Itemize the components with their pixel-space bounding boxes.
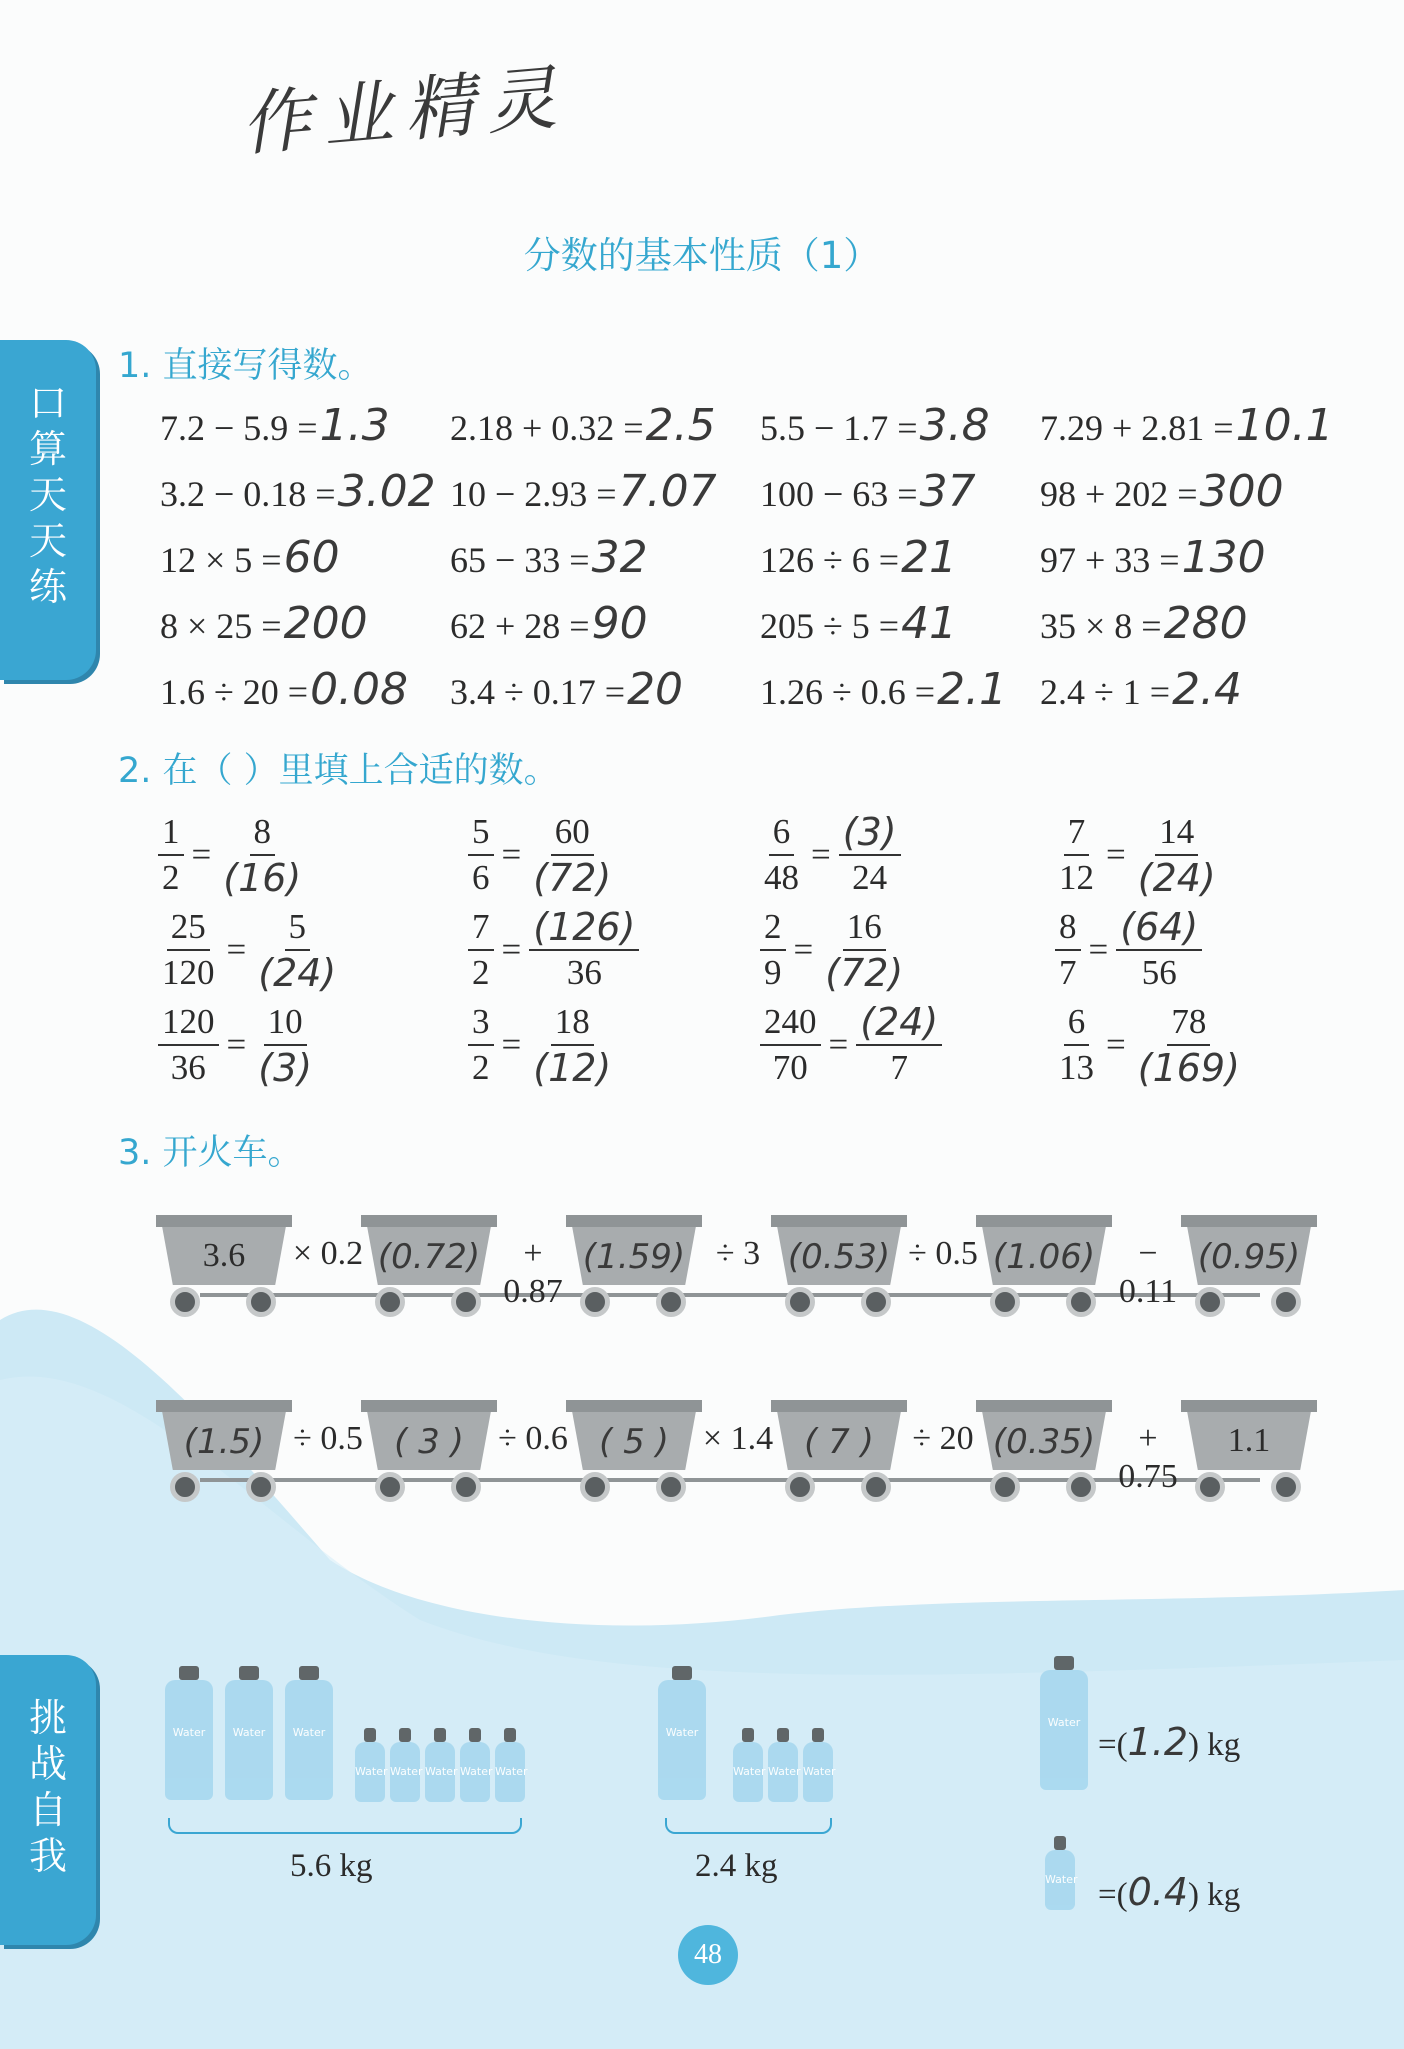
denominator: 36 <box>170 1048 206 1087</box>
fraction-right <box>529 905 639 995</box>
bottle-label: Water <box>803 1764 836 1778</box>
denominator: 120 <box>162 953 215 992</box>
big-bottle-prefix: =( <box>1098 1727 1128 1763</box>
numerator: 16 <box>843 905 886 951</box>
cart-rim <box>771 1215 907 1227</box>
tab-char: 口 <box>28 381 67 425</box>
fraction-right <box>254 1000 316 1090</box>
equals-sign: = <box>226 930 247 969</box>
calc-answer: 10.1 <box>1235 400 1334 451</box>
big-bottle-weight <box>1098 1720 1240 1764</box>
calc-answer: 37 <box>919 466 976 517</box>
calc-answer: 300 <box>1199 466 1284 517</box>
side-tab-daily-practice <box>0 340 96 680</box>
equals-sign: = <box>1106 1025 1126 1064</box>
cart-value: ( 3 ) <box>394 1422 464 1462</box>
section-2-heading: 2. 在（ ）里填上合适的数。 <box>118 751 559 791</box>
wheel-icon <box>451 1472 481 1502</box>
train-cart <box>365 1400 493 1510</box>
denominator: (72) <box>825 951 904 995</box>
wheel-icon <box>990 1472 1020 1502</box>
train-operation: ÷ 0.6 <box>498 1420 568 1457</box>
calc-answer: 90 <box>591 598 648 649</box>
calc-item <box>1040 532 1266 583</box>
water-bottle-icon <box>225 1680 273 1800</box>
cart-rim <box>566 1400 702 1412</box>
tab-char: 挑 <box>28 1696 67 1740</box>
side-tab-challenge <box>0 1655 96 1945</box>
calc-answer: 2.4 <box>1172 664 1243 715</box>
fraction-right <box>254 905 340 995</box>
calc-item <box>160 598 368 649</box>
bottle-label: Water <box>292 1725 326 1739</box>
fraction-right <box>529 810 615 900</box>
fraction-equation <box>468 1000 615 1090</box>
numerator: 10 <box>264 1000 307 1046</box>
train-cart <box>160 1215 288 1325</box>
calc-item <box>160 400 390 451</box>
group2-weight: 2.4 kg <box>695 1848 778 1884</box>
tab-char: 战 <box>28 1742 67 1786</box>
calc-answer: 20 <box>627 664 684 715</box>
cart-value: (0.72) <box>377 1237 481 1277</box>
numerator: (3) <box>839 810 901 856</box>
tab-char: 天 <box>28 473 67 517</box>
fraction-equation <box>1055 905 1202 995</box>
calc-answer: 32 <box>591 532 648 583</box>
wheel-icon <box>170 1287 200 1317</box>
tab-char: 天 <box>28 519 67 563</box>
fraction-equation <box>158 810 305 900</box>
equals-sign: = <box>501 930 522 969</box>
bottle-label: Water <box>425 1764 458 1778</box>
fraction-left <box>1055 905 1081 995</box>
fraction-left <box>158 810 184 900</box>
wheel-icon <box>1066 1472 1096 1502</box>
train-operation: ÷ 20 <box>912 1420 974 1457</box>
train-cart <box>1185 1400 1313 1510</box>
numerator: 7 <box>468 905 494 951</box>
wheel-icon <box>1195 1287 1225 1317</box>
calc-item <box>1040 466 1284 517</box>
denominator: (3) <box>258 1046 313 1090</box>
calc-question: 205 ÷ 5 = <box>760 606 900 646</box>
denominator: (24) <box>258 951 337 995</box>
denominator: 7 <box>890 1048 908 1087</box>
calc-item <box>160 664 408 715</box>
bottle-label: Water <box>355 1764 388 1778</box>
fraction-equation <box>468 905 639 995</box>
calc-answer: 3.02 <box>337 466 436 517</box>
water-bottle-icon <box>733 1742 766 1802</box>
cart-rim <box>156 1215 292 1227</box>
denominator: 36 <box>566 953 602 992</box>
train-cart <box>160 1400 288 1510</box>
numerator: (24) <box>856 1000 942 1046</box>
calc-item <box>450 664 683 715</box>
bottle-cap <box>812 1728 824 1742</box>
calc-question: 12 × 5 = <box>160 540 282 580</box>
numerator: 120 <box>158 1000 219 1046</box>
wheel-icon <box>1271 1287 1301 1317</box>
bottle-cap <box>742 1728 754 1742</box>
cart-value: 3.6 <box>202 1237 246 1274</box>
small-bottle-prefix: =( <box>1098 1877 1128 1913</box>
train-operation: + 0.87 <box>503 1235 563 1310</box>
numerator: 14 <box>1155 810 1198 856</box>
equals-sign: = <box>1106 835 1126 874</box>
numerator: 18 <box>551 1000 594 1046</box>
wheel-icon <box>246 1287 276 1317</box>
numerator: (126) <box>529 905 639 951</box>
denominator: (24) <box>1137 856 1216 900</box>
bottle-cap <box>1054 1836 1066 1850</box>
bottle-cap <box>777 1728 789 1742</box>
fraction-right <box>1116 905 1202 995</box>
wheel-icon <box>1271 1472 1301 1502</box>
water-bottle-icon <box>1040 1670 1088 1790</box>
numerator: 60 <box>551 810 594 856</box>
weight-brace <box>665 1818 832 1834</box>
equals-sign: = <box>1088 930 1109 969</box>
cart-value: 1.1 <box>1227 1422 1271 1459</box>
calc-item <box>450 400 716 451</box>
calc-question: 7.29 + 2.81 = <box>1040 408 1234 448</box>
water-bottle-icon <box>460 1742 493 1802</box>
cart-rim <box>361 1215 497 1227</box>
bottle-cap <box>399 1728 411 1742</box>
bottle-label: Water <box>232 1725 266 1739</box>
wheel-icon <box>1195 1472 1225 1502</box>
bottle-label: Water <box>390 1764 423 1778</box>
small-bottle-answer: 0.4 <box>1127 1870 1189 1914</box>
calc-answer: 0.08 <box>310 664 409 715</box>
fraction-equation <box>1055 810 1220 900</box>
handwritten-note: 作业精灵 <box>237 55 572 167</box>
water-bottle-icon <box>658 1680 706 1800</box>
fraction-right <box>219 810 305 900</box>
calc-answer: 2.5 <box>645 400 716 451</box>
calc-answer: 60 <box>283 532 340 583</box>
train-operation: ÷ 0.5 <box>293 1420 363 1457</box>
bottle-label: Water <box>495 1764 528 1778</box>
bottle-cap <box>469 1728 481 1742</box>
equals-sign: = <box>226 1025 247 1064</box>
numerator: 3 <box>468 1000 494 1046</box>
cart-rim <box>976 1215 1112 1227</box>
fraction-left <box>760 810 803 900</box>
wheel-icon <box>656 1287 686 1317</box>
calc-item <box>160 466 436 517</box>
wheel-icon <box>785 1287 815 1317</box>
calc-answer: 1.3 <box>319 400 390 451</box>
cart-value: ( 7 ) <box>804 1422 874 1462</box>
fraction-right <box>856 1000 942 1090</box>
fraction-right <box>529 1000 615 1090</box>
cart-rim <box>771 1400 907 1412</box>
wheel-icon <box>375 1472 405 1502</box>
fraction-equation <box>158 1000 316 1090</box>
calc-question: 100 − 63 = <box>760 474 918 514</box>
calc-item <box>760 664 1007 715</box>
equals-sign: = <box>793 930 814 969</box>
train-operation: × 0.2 <box>292 1235 364 1272</box>
fraction-left <box>468 810 494 900</box>
cart-rim <box>1181 1215 1317 1227</box>
calc-item <box>760 466 976 517</box>
calc-item <box>1040 664 1242 715</box>
wheel-icon <box>861 1472 891 1502</box>
calc-question: 35 × 8 = <box>1040 606 1162 646</box>
fraction-right <box>839 810 901 900</box>
calc-question: 1.6 ÷ 20 = <box>160 672 309 712</box>
fraction-equation <box>760 905 907 995</box>
calc-item <box>760 532 957 583</box>
fraction-equation <box>468 810 615 900</box>
cart-value: ( 5 ) <box>599 1422 669 1462</box>
wheel-icon <box>785 1472 815 1502</box>
water-bottle-icon <box>768 1742 801 1802</box>
calc-item <box>1040 598 1248 649</box>
calc-answer: 3.8 <box>919 400 990 451</box>
group1-weight: 5.6 kg <box>290 1848 373 1884</box>
wheel-icon <box>656 1472 686 1502</box>
numerator: 6 <box>1064 1000 1090 1046</box>
bottle-label: Water <box>1045 1872 1078 1886</box>
bottle-cap <box>364 1728 376 1742</box>
train-cart <box>570 1215 698 1325</box>
fraction-equation <box>760 1000 942 1090</box>
wheel-icon <box>1066 1287 1096 1317</box>
fraction-equation <box>1055 1000 1244 1090</box>
wheel-icon <box>170 1472 200 1502</box>
cart-rim <box>156 1400 292 1412</box>
cart-rim <box>361 1400 497 1412</box>
calc-item <box>160 532 340 583</box>
water-bottle-icon <box>1045 1850 1078 1910</box>
numerator: 8 <box>250 810 276 856</box>
calc-question: 62 + 28 = <box>450 606 590 646</box>
denominator: 6 <box>472 858 490 897</box>
equals-sign: = <box>828 1025 849 1064</box>
calc-question: 126 ÷ 6 = <box>760 540 900 580</box>
fraction-left <box>760 905 786 995</box>
calc-answer: 280 <box>1163 598 1248 649</box>
bottle-label: Water <box>172 1725 206 1739</box>
equals-sign: = <box>191 835 212 874</box>
denominator: 2 <box>162 858 180 897</box>
denominator: 7 <box>1059 953 1077 992</box>
calc-question: 3.2 − 0.18 = <box>160 474 336 514</box>
bottle-cap <box>239 1666 258 1680</box>
water-bottle-icon <box>425 1742 458 1802</box>
equals-sign: = <box>501 835 522 874</box>
bottle-label: Water <box>460 1764 493 1778</box>
cart-rim <box>1181 1400 1317 1412</box>
tab-char: 练 <box>28 565 67 609</box>
denominator: (72) <box>533 856 612 900</box>
water-bottle-icon <box>390 1742 423 1802</box>
bottle-label: Water <box>768 1764 801 1778</box>
section-3-heading: 3. 开火车。 <box>118 1133 303 1173</box>
small-bottle-weight <box>1098 1870 1240 1914</box>
wheel-icon <box>246 1472 276 1502</box>
denominator: (16) <box>223 856 302 900</box>
denominator: (169) <box>1137 1046 1240 1090</box>
calc-question: 1.26 ÷ 0.6 = <box>760 672 936 712</box>
small-bottle-suffix: ) kg <box>1188 1877 1241 1913</box>
denominator: (12) <box>533 1046 612 1090</box>
train-cart <box>365 1215 493 1325</box>
wheel-icon <box>580 1287 610 1317</box>
cart-value: (0.53) <box>787 1237 891 1277</box>
train-operation: ÷ 0.5 <box>908 1235 978 1272</box>
numerator: 2 <box>760 905 786 951</box>
train-cart <box>570 1400 698 1510</box>
denominator: 13 <box>1059 1048 1094 1087</box>
train-cart <box>980 1215 1108 1325</box>
fraction-left <box>1055 1000 1098 1090</box>
calc-question: 3.4 ÷ 0.17 = <box>450 672 626 712</box>
bottle-label: Water <box>1047 1715 1081 1729</box>
train-cart <box>775 1400 903 1510</box>
section-1-heading: 1. 直接写得数。 <box>118 346 373 386</box>
calc-item <box>450 598 648 649</box>
calc-item <box>450 466 717 517</box>
calc-answer: 21 <box>901 532 958 583</box>
weight-brace <box>168 1818 522 1834</box>
denominator: 48 <box>764 858 799 897</box>
calc-question: 65 − 33 = <box>450 540 590 580</box>
tab-char: 自 <box>28 1788 67 1832</box>
numerator: 8 <box>1055 905 1081 951</box>
numerator: 240 <box>760 1000 821 1046</box>
wheel-icon <box>375 1287 405 1317</box>
train-operation: × 1.4 <box>702 1420 774 1457</box>
fraction-left <box>468 905 494 995</box>
page-title: 分数的基本性质（1） <box>523 234 881 277</box>
calc-item <box>450 532 648 583</box>
denominator: 2 <box>472 1048 490 1087</box>
cart-rim <box>976 1400 1112 1412</box>
water-bottle-icon <box>165 1680 213 1800</box>
train-operation: ÷ 3 <box>715 1235 761 1272</box>
fraction-left <box>158 905 219 995</box>
fraction-left <box>158 1000 219 1090</box>
calc-answer: 7.07 <box>618 466 717 517</box>
train-cart <box>980 1400 1108 1510</box>
train-operation: − 0.11 <box>1118 1235 1178 1310</box>
water-bottle-icon <box>285 1680 333 1800</box>
denominator: 2 <box>472 953 490 992</box>
numerator: 78 <box>1167 1000 1210 1046</box>
big-bottle-answer: 1.2 <box>1127 1720 1189 1764</box>
fraction-equation <box>760 810 901 900</box>
calc-question: 5.5 − 1.7 = <box>760 408 918 448</box>
numerator: 5 <box>285 905 311 951</box>
tab-char: 算 <box>28 427 67 471</box>
fraction-right <box>1134 1000 1244 1090</box>
denominator: 56 <box>1141 953 1177 992</box>
calc-item <box>760 598 957 649</box>
fraction-right <box>1134 810 1220 900</box>
denominator: 12 <box>1059 858 1094 897</box>
bottle-cap <box>179 1666 198 1680</box>
tab-char: 我 <box>28 1834 67 1878</box>
bottle-cap <box>504 1728 516 1742</box>
wheel-icon <box>580 1472 610 1502</box>
wheel-icon <box>861 1287 891 1317</box>
page-number: 48 <box>678 1925 738 1985</box>
numerator: 5 <box>468 810 494 856</box>
fraction-left <box>1055 810 1098 900</box>
cart-value: (1.59) <box>582 1237 686 1277</box>
cart-value: (0.95) <box>1197 1237 1301 1277</box>
cart-rim <box>566 1215 702 1227</box>
calc-question: 2.4 ÷ 1 = <box>1040 672 1171 712</box>
calc-item <box>760 400 990 451</box>
equals-sign: = <box>811 835 831 874</box>
calc-answer: 130 <box>1181 532 1266 583</box>
train-cart <box>1185 1215 1313 1325</box>
bottle-label: Water <box>733 1764 766 1778</box>
fraction-equation <box>158 905 340 995</box>
calc-item <box>1040 400 1334 451</box>
numerator: 1 <box>158 810 184 856</box>
denominator: 9 <box>764 953 782 992</box>
bottle-cap <box>1054 1656 1073 1670</box>
train-operation: + 0.75 <box>1118 1420 1178 1495</box>
numerator: 25 <box>167 905 210 951</box>
water-bottle-icon <box>355 1742 388 1802</box>
calc-answer: 2.1 <box>937 664 1008 715</box>
denominator: 70 <box>772 1048 808 1087</box>
cart-value: (0.35) <box>992 1422 1096 1462</box>
bottle-cap <box>299 1666 318 1680</box>
cart-value: (1.5) <box>183 1422 265 1462</box>
wheel-icon <box>990 1287 1020 1317</box>
bottle-cap <box>434 1728 446 1742</box>
calc-question: 2.18 + 0.32 = <box>450 408 644 448</box>
fraction-left <box>468 1000 494 1090</box>
big-bottle-suffix: ) kg <box>1188 1727 1241 1763</box>
water-bottle-icon <box>803 1742 836 1802</box>
numerator: 6 <box>769 810 795 856</box>
bottle-cap <box>672 1666 691 1680</box>
water-bottle-icon <box>495 1742 528 1802</box>
train-cart <box>775 1215 903 1325</box>
calc-question: 97 + 33 = <box>1040 540 1180 580</box>
calc-question: 10 − 2.93 = <box>450 474 617 514</box>
denominator: 24 <box>852 858 888 897</box>
calc-answer: 200 <box>283 598 368 649</box>
bottle-label: Water <box>665 1725 699 1739</box>
calc-question: 7.2 − 5.9 = <box>160 408 318 448</box>
equals-sign: = <box>501 1025 522 1064</box>
fraction-left <box>760 1000 821 1090</box>
calc-question: 98 + 202 = <box>1040 474 1198 514</box>
cart-value: (1.06) <box>992 1237 1096 1277</box>
calc-question: 8 × 25 = <box>160 606 282 646</box>
fraction-right <box>821 905 907 995</box>
wheel-icon <box>451 1287 481 1317</box>
numerator: (64) <box>1116 905 1202 951</box>
calc-answer: 41 <box>901 598 958 649</box>
numerator: 7 <box>1064 810 1090 856</box>
